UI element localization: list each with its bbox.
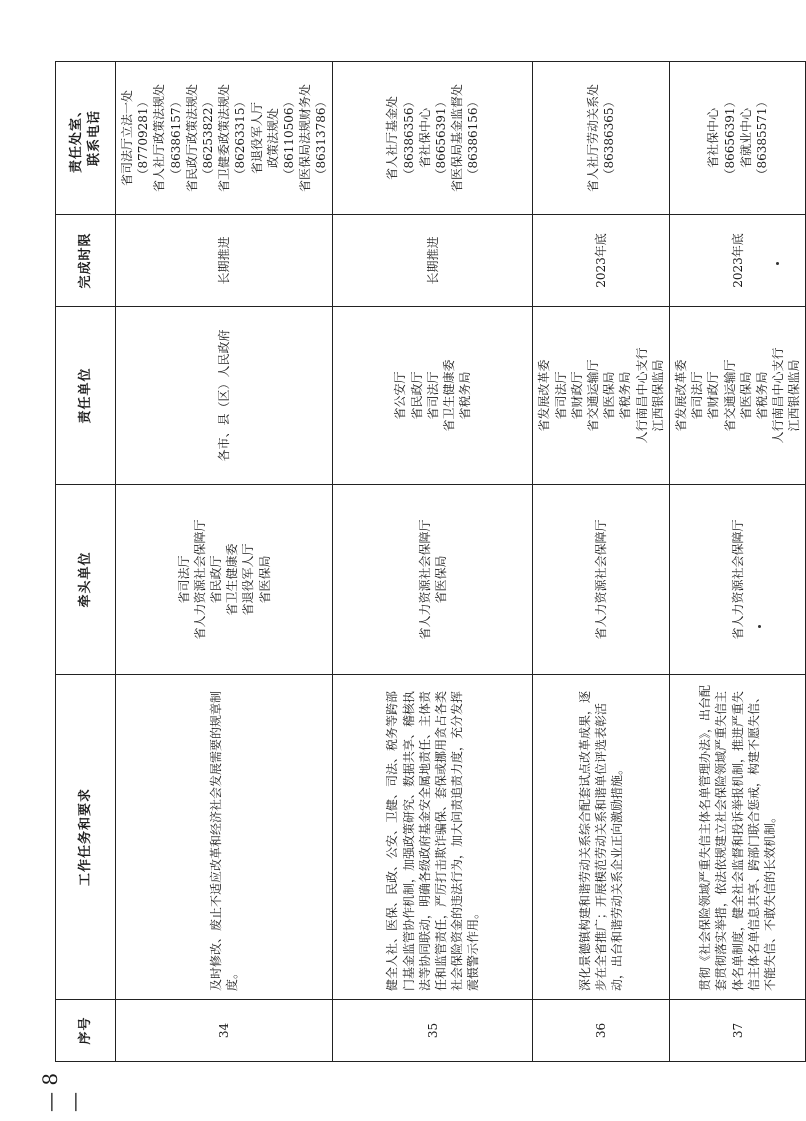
row-contact-cell — [116, 62, 333, 215]
row-seq-cell: 37 — [669, 1000, 806, 1062]
header-resp: 责任单位 — [56, 307, 116, 485]
resp-unit: 省税务局 — [458, 371, 473, 420]
resp-unit: 省民政厅 — [409, 371, 424, 420]
scan-speck — [776, 262, 779, 265]
task-table — [55, 61, 806, 1062]
row-deadline-cell: 长期推进 — [116, 215, 333, 307]
row-contact-cell — [333, 62, 533, 215]
resp-unit: 江西银保监局 — [650, 359, 665, 432]
header-deadline: 完成时限 — [56, 215, 116, 307]
contact-line: 省医保局法规财务处 — [298, 84, 313, 193]
resp-unit: 省医保局 — [602, 371, 617, 420]
contact-line: 省社保中心 — [417, 108, 432, 169]
resp-unit: 省财政厅 — [569, 371, 584, 420]
row-task-cell: 健全人社、医保、民政、公安、卫健、司法、税务等跨部门基金监管协作机制，加强政策研究、数据共享、稽核执法等协同联动，明确各级政府基金安全属地责任、主体责任和监管责任，严厉打击欺诈骗保、套保或挪用贪占各类社会保险资金的违法行为，加大问责追责力度，充分发挥震慑警示作用。 — [333, 675, 533, 1000]
contact-line: 省社保中心 — [706, 108, 721, 169]
contact-line: 省人社厅政策法规处 — [152, 84, 167, 193]
contact-line: 省人社厅基金处 — [385, 96, 400, 181]
header-task: 工作任务和要求 — [56, 675, 116, 1000]
table-row — [333, 62, 533, 1062]
contact-line: 省民政厅政策法规处 — [184, 84, 199, 193]
contact-line: （86656391） — [433, 95, 448, 181]
contact-line: （86385571） — [754, 95, 769, 181]
lead-unit: 省人力资源社会保障厅 — [417, 519, 432, 640]
table-body — [116, 62, 806, 1062]
row-task-cell: 深化景德镇构建和谐劳动关系综合配套试点改革成果，逐步在全省推广；开展模范劳动关系和谐单位评选表彰活动，出台和谐劳动关系企业正向激励措施。 — [533, 675, 670, 1000]
resp-unit: 省税务局 — [618, 371, 633, 420]
rotated-table-container — [55, 62, 802, 1062]
resp-unit: 省卫生健康委 — [442, 359, 457, 432]
contact-line: 省卫健委政策法规处 — [217, 84, 232, 193]
table-header-row — [56, 62, 116, 1062]
contact-line: （86313786） — [314, 95, 329, 181]
lead-unit: 省医保局 — [433, 555, 448, 604]
row-task-cell: 及时修改、废止不适应改革和经济社会发展需要的规章制度。 — [116, 675, 333, 1000]
contact-line: （87709281） — [136, 95, 151, 181]
row-lead-cell — [533, 485, 670, 675]
header-office-line2: 联系电话 — [86, 110, 102, 167]
header-office — [56, 62, 116, 215]
row-deadline-cell: 长期推进 — [333, 215, 533, 307]
row-contact-cell — [533, 62, 670, 215]
contact-line: （86656391） — [722, 95, 737, 181]
lead-unit: 省民政厅 — [209, 555, 224, 604]
row-seq-cell: 35 — [333, 1000, 533, 1062]
header-office-line1: 责任处室、 — [68, 103, 84, 174]
contact-line: 省医保局基金监督处 — [450, 84, 465, 193]
page-number: — 8 — — [38, 1072, 86, 1112]
contact-line: （86263315） — [233, 95, 248, 181]
resp-unit: 省司法厅 — [690, 371, 705, 420]
resp-unit: 省医保局 — [738, 371, 753, 420]
lead-unit: 省司法厅 — [176, 555, 191, 604]
row-seq-cell: 34 — [116, 1000, 333, 1062]
lead-unit: 省医保局 — [257, 555, 272, 604]
contact-line: 省就业中心 — [738, 108, 753, 169]
table-row — [669, 62, 806, 1062]
lead-unit: 省人力资源社会保障厅 — [594, 519, 609, 640]
header-seq: 序号 — [56, 1000, 116, 1062]
table-row — [116, 62, 333, 1062]
row-deadline-cell: 2023年底 — [669, 215, 806, 307]
contact-line: 省人社厅劳动关系处 — [586, 84, 600, 193]
contact-line: 省司法厅立法一处 — [120, 90, 134, 187]
resp-unit: 人行南昌中心支行 — [634, 347, 649, 444]
contact-line: （86253822） — [200, 95, 215, 181]
row-resp-cell — [669, 307, 806, 485]
resp-unit: 省税务局 — [754, 371, 769, 420]
scan-speck — [758, 625, 761, 628]
resp-unit: 省发展改革委 — [537, 359, 552, 432]
contact-line: （86386365） — [602, 95, 617, 181]
contact-line: （86386156） — [466, 95, 481, 181]
resp-unit: 江西银保监局 — [787, 359, 802, 432]
row-task-cell: 贯彻《社会保险领域严重失信主体名单管理办法》，出台配套贯彻落实举措，依法依规建立社会保险领域严重失信主体名单制度，健全社会监督和投诉举报机制，推进严重失信主体名单信息共享、跨部门联合惩戒，构建不愿失信、不能失信、不敢失信的长效机制。 — [669, 675, 806, 1000]
resp-unit: 省司法厅 — [553, 371, 568, 420]
resp-unit: 省司法厅 — [425, 371, 440, 420]
row-lead-cell — [116, 485, 333, 675]
resp-unit: 省交通运输厅 — [586, 359, 600, 432]
table-row — [533, 62, 670, 1062]
row-seq-cell: 36 — [533, 1000, 670, 1062]
resp-unit: 人行南昌中心支行 — [771, 347, 786, 444]
row-lead-cell — [333, 485, 533, 675]
resp-unit: 省财政厅 — [706, 371, 721, 420]
contact-line: （86110506） — [281, 95, 296, 181]
lead-unit: 省卫生健康委 — [225, 543, 240, 616]
contact-line: （86386356） — [401, 95, 416, 181]
row-contact-cell — [669, 62, 806, 215]
header-lead: 牵头单位 — [56, 485, 116, 675]
contact-line: 政策法规处 — [265, 108, 280, 169]
resp-unit: 各市、县（区）人民政府 — [217, 329, 232, 462]
row-lead-cell — [669, 485, 806, 675]
resp-unit: 省发展改革委 — [673, 359, 688, 432]
resp-unit: 省公安厅 — [393, 371, 408, 420]
row-resp-cell — [333, 307, 533, 485]
row-resp-cell — [116, 307, 333, 485]
row-deadline-cell: 2023年底 — [533, 215, 670, 307]
contact-line: 省退役军人厅 — [249, 102, 264, 175]
lead-unit: 省人力资源社会保障厅 — [730, 519, 745, 640]
row-resp-cell — [533, 307, 670, 485]
contact-line: （86386157） — [168, 95, 183, 181]
lead-unit: 省人力资源社会保障厅 — [192, 519, 207, 640]
resp-unit: 省交通运输厅 — [722, 359, 737, 432]
lead-unit: 省退役军人厅 — [241, 543, 256, 616]
